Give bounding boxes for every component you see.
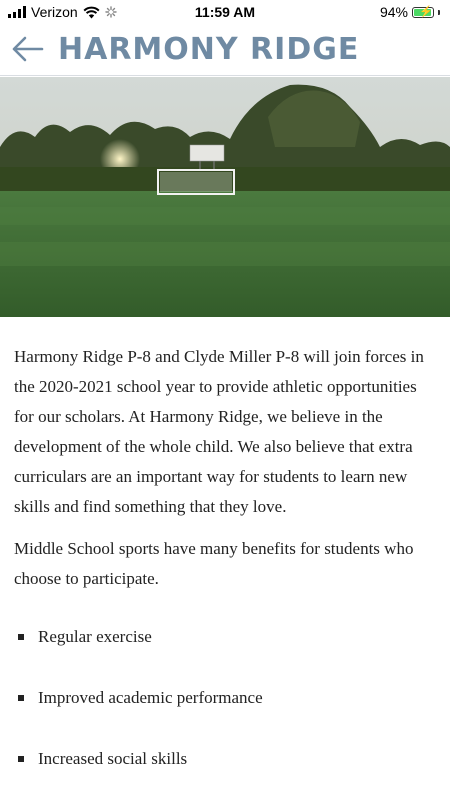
list-item-label: Improved academic performance bbox=[38, 688, 263, 707]
back-arrow-icon bbox=[10, 34, 44, 64]
list-item-label: Regular exercise bbox=[38, 627, 152, 646]
list-item bbox=[14, 622, 434, 652]
benefits-intro-paragraph: Middle School sports have many benefits for students who choose to participate. bbox=[14, 539, 414, 588]
bullet-icon bbox=[18, 695, 24, 701]
clock: 11:59 AM bbox=[194, 4, 256, 20]
hero-image bbox=[0, 77, 450, 317]
list-item-label: Increased social skills bbox=[38, 749, 188, 768]
article-content bbox=[14, 342, 434, 805]
bullet-icon bbox=[18, 756, 24, 762]
battery-percent: 94% bbox=[379, 4, 408, 20]
soccer-field-photo bbox=[0, 77, 450, 317]
status-right bbox=[380, 4, 440, 20]
intro-paragraph: Harmony Ridge P-8 and Clyde Miller P-8 will join forces in the 2020-2021 school year to provide athletic opportunities for our scholars. At Harmony Ridge, we believe in the development of the whole child. We also believe that extra curriculars are an important way for students to learn new skills and find something that they love. bbox=[14, 347, 424, 516]
battery-icon: ⚡ bbox=[412, 7, 434, 18]
list-item bbox=[14, 683, 434, 713]
page-title: HARMONY RIDGE bbox=[58, 32, 360, 67]
battery-tip bbox=[438, 10, 440, 15]
carrier-label: Verizon bbox=[31, 4, 78, 20]
bullet-icon bbox=[18, 634, 24, 640]
back-button[interactable] bbox=[10, 34, 44, 64]
app-header bbox=[0, 24, 450, 76]
benefits-list bbox=[14, 622, 434, 774]
status-bar bbox=[0, 0, 450, 24]
list-item bbox=[14, 744, 434, 774]
